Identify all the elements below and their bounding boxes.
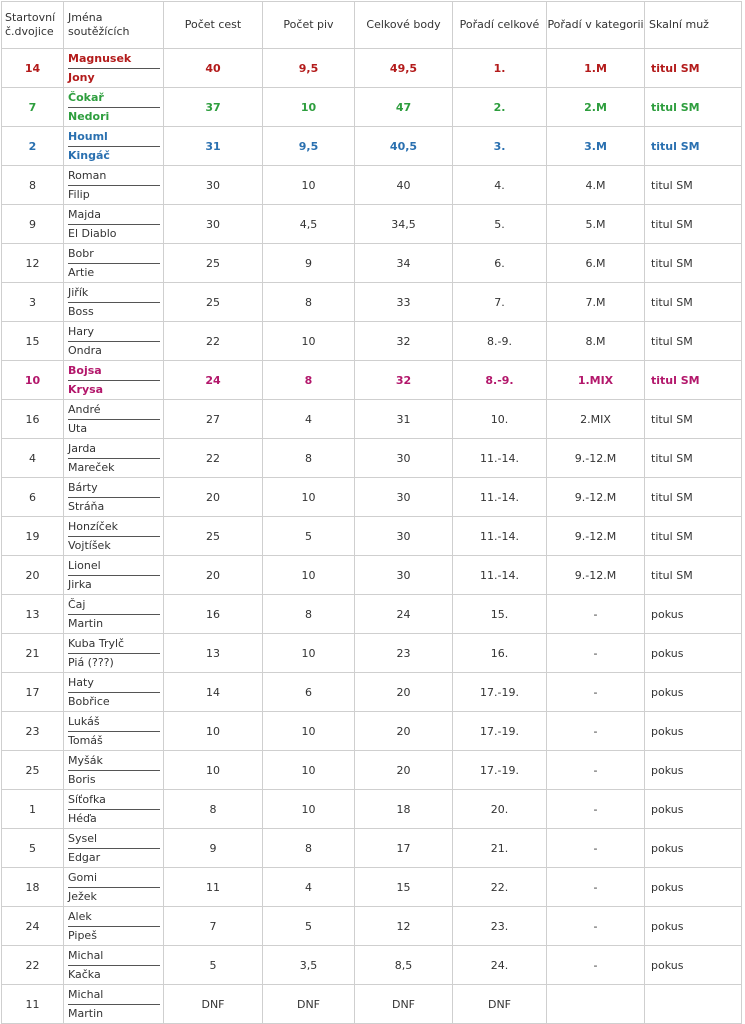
- competitor-name-2: Nedori: [68, 109, 110, 123]
- names-cell: [64, 400, 164, 439]
- category-rank-cell: [547, 985, 645, 1024]
- table-row: [2, 673, 742, 712]
- category-rank-cell: 5.M: [547, 205, 645, 244]
- category-rank-cell: 1.M: [547, 49, 645, 88]
- title-cell: titul SM: [645, 49, 742, 88]
- beers-cell: 4,5: [263, 205, 355, 244]
- table-row: [2, 400, 742, 439]
- names-cell: [64, 517, 164, 556]
- competitor-name-1: Houml: [68, 128, 160, 147]
- competitor-name-1: Sysel: [68, 830, 160, 849]
- title-cell: pokus: [645, 946, 742, 985]
- competitor-name-1: Hary: [68, 323, 160, 342]
- header-beers: Počet piv: [263, 2, 355, 49]
- competitor-name-1: Michal: [68, 947, 160, 966]
- title-cell: titul SM: [645, 439, 742, 478]
- points-cell: 40,5: [355, 127, 453, 166]
- table-row: [2, 166, 742, 205]
- competitor-name-2: Mareček: [68, 460, 115, 474]
- start-number-cell: 16: [2, 400, 64, 439]
- competitor-name-1: Čokař: [68, 89, 160, 108]
- table-row: [2, 829, 742, 868]
- names-cell: [64, 88, 164, 127]
- competitor-name-2: Edgar: [68, 850, 101, 864]
- start-number-cell: 9: [2, 205, 64, 244]
- beers-cell: 8: [263, 595, 355, 634]
- start-number-cell: 19: [2, 517, 64, 556]
- table-row: [2, 322, 742, 361]
- competitor-name-2: Boris: [68, 772, 96, 786]
- category-rank-cell: 3.M: [547, 127, 645, 166]
- points-cell: 20: [355, 751, 453, 790]
- routes-cell: 30: [164, 166, 263, 205]
- competitor-name-2: Héďa: [68, 811, 97, 825]
- names-cell: [64, 49, 164, 88]
- beers-cell: DNF: [263, 985, 355, 1024]
- beers-cell: 5: [263, 517, 355, 556]
- start-number-cell: 11: [2, 985, 64, 1024]
- table-row: [2, 517, 742, 556]
- routes-cell: 25: [164, 517, 263, 556]
- names-cell: [64, 244, 164, 283]
- start-number-cell: 14: [2, 49, 64, 88]
- names-cell: [64, 283, 164, 322]
- points-cell: 32: [355, 361, 453, 400]
- routes-cell: 22: [164, 439, 263, 478]
- routes-cell: 37: [164, 88, 263, 127]
- beers-cell: 10: [263, 751, 355, 790]
- start-number-cell: 18: [2, 868, 64, 907]
- names-cell: [64, 634, 164, 673]
- beers-cell: 10: [263, 322, 355, 361]
- competitor-name-1: Honzíček: [68, 518, 160, 537]
- routes-cell: 14: [164, 673, 263, 712]
- routes-cell: 20: [164, 478, 263, 517]
- competitor-name-2: Krysa: [68, 382, 104, 396]
- beers-cell: 10: [263, 790, 355, 829]
- routes-cell: 40: [164, 49, 263, 88]
- header-title: Skalní muž: [645, 2, 742, 49]
- table-row: [2, 790, 742, 829]
- overall-rank-cell: 2.: [453, 88, 547, 127]
- title-cell: titul SM: [645, 556, 742, 595]
- table-row: [2, 88, 742, 127]
- table-row: [2, 205, 742, 244]
- beers-cell: 9,5: [263, 49, 355, 88]
- start-number-cell: 13: [2, 595, 64, 634]
- names-cell: [64, 673, 164, 712]
- category-rank-cell: -: [547, 907, 645, 946]
- competitor-name-1: Jiřík: [68, 284, 160, 303]
- table-row: [2, 712, 742, 751]
- names-cell: [64, 322, 164, 361]
- header-points: Celkové body: [355, 2, 453, 49]
- overall-rank-cell: 20.: [453, 790, 547, 829]
- beers-cell: 4: [263, 868, 355, 907]
- beers-cell: 9,5: [263, 127, 355, 166]
- start-number-cell: 12: [2, 244, 64, 283]
- routes-cell: 5: [164, 946, 263, 985]
- table-row: [2, 361, 742, 400]
- names-cell: [64, 166, 164, 205]
- category-rank-cell: 2.M: [547, 88, 645, 127]
- points-cell: 49,5: [355, 49, 453, 88]
- competitor-name-2: Boss: [68, 304, 94, 318]
- names-cell: [64, 595, 164, 634]
- beers-cell: 10: [263, 712, 355, 751]
- competitor-name-1: Bojsa: [68, 362, 160, 381]
- points-cell: 24: [355, 595, 453, 634]
- beers-cell: 4: [263, 400, 355, 439]
- overall-rank-cell: 11.-14.: [453, 517, 547, 556]
- title-cell: titul SM: [645, 244, 742, 283]
- table-row: [2, 907, 742, 946]
- competitor-name-2: Piá (???): [68, 655, 114, 669]
- title-cell: titul SM: [645, 400, 742, 439]
- title-cell: pokus: [645, 868, 742, 907]
- points-cell: 47: [355, 88, 453, 127]
- title-cell: pokus: [645, 907, 742, 946]
- points-cell: DNF: [355, 985, 453, 1024]
- category-rank-cell: 8.M: [547, 322, 645, 361]
- category-rank-cell: -: [547, 868, 645, 907]
- competitor-name-1: Síťofka: [68, 791, 160, 810]
- category-rank-cell: 1.MIX: [547, 361, 645, 400]
- competitor-name-1: Magnusek: [68, 50, 160, 69]
- start-number-cell: 5: [2, 829, 64, 868]
- start-number-cell: 17: [2, 673, 64, 712]
- points-cell: 17: [355, 829, 453, 868]
- overall-rank-cell: 16.: [453, 634, 547, 673]
- start-number-cell: 7: [2, 88, 64, 127]
- overall-rank-cell: 10.: [453, 400, 547, 439]
- category-rank-cell: -: [547, 595, 645, 634]
- table-row: [2, 283, 742, 322]
- routes-cell: 9: [164, 829, 263, 868]
- beers-cell: 6: [263, 673, 355, 712]
- beers-cell: 10: [263, 556, 355, 595]
- routes-cell: DNF: [164, 985, 263, 1024]
- beers-cell: 10: [263, 478, 355, 517]
- routes-cell: 16: [164, 595, 263, 634]
- beers-cell: 10: [263, 166, 355, 205]
- category-rank-cell: 7.M: [547, 283, 645, 322]
- category-rank-cell: -: [547, 634, 645, 673]
- competitor-name-1: Haty: [68, 674, 160, 693]
- competitor-name-1: Lukáš: [68, 713, 160, 732]
- names-cell: [64, 556, 164, 595]
- points-cell: 23: [355, 634, 453, 673]
- competitor-name-2: Pipeš: [68, 928, 97, 942]
- competitor-name-2: Kingáč: [68, 148, 110, 162]
- table-row: [2, 985, 742, 1024]
- start-number-cell: 25: [2, 751, 64, 790]
- title-cell: titul SM: [645, 205, 742, 244]
- names-cell: [64, 751, 164, 790]
- table-row: [2, 127, 742, 166]
- points-cell: 8,5: [355, 946, 453, 985]
- points-cell: 20: [355, 712, 453, 751]
- results-body: [2, 49, 742, 1024]
- overall-rank-cell: 15.: [453, 595, 547, 634]
- competitor-name-2: Martin: [68, 616, 104, 630]
- start-number-cell: 21: [2, 634, 64, 673]
- start-number-cell: 22: [2, 946, 64, 985]
- start-number-cell: 1: [2, 790, 64, 829]
- overall-rank-cell: 11.-14.: [453, 478, 547, 517]
- competitor-name-1: Kuba Trylč: [68, 635, 160, 654]
- names-cell: [64, 478, 164, 517]
- title-cell: pokus: [645, 595, 742, 634]
- start-number-cell: 20: [2, 556, 64, 595]
- routes-cell: 27: [164, 400, 263, 439]
- competitor-name-1: Gomi: [68, 869, 160, 888]
- points-cell: 32: [355, 322, 453, 361]
- competitor-name-1: André: [68, 401, 160, 420]
- overall-rank-cell: 7.: [453, 283, 547, 322]
- table-row: [2, 595, 742, 634]
- routes-cell: 7: [164, 907, 263, 946]
- header-row: [2, 2, 742, 49]
- table-row: [2, 439, 742, 478]
- start-number-cell: 3: [2, 283, 64, 322]
- routes-cell: 11: [164, 868, 263, 907]
- names-cell: [64, 907, 164, 946]
- points-cell: 18: [355, 790, 453, 829]
- overall-rank-cell: 24.: [453, 946, 547, 985]
- overall-rank-cell: 6.: [453, 244, 547, 283]
- category-rank-cell: -: [547, 946, 645, 985]
- category-rank-cell: 9.-12.M: [547, 439, 645, 478]
- names-cell: [64, 439, 164, 478]
- competitor-name-2: Tomáš: [68, 733, 103, 747]
- title-cell: titul SM: [645, 322, 742, 361]
- competitor-name-2: Jirka: [68, 577, 92, 591]
- category-rank-cell: 6.M: [547, 244, 645, 283]
- names-cell: [64, 205, 164, 244]
- header-names: Jména soutěžících: [64, 2, 164, 49]
- overall-rank-cell: DNF: [453, 985, 547, 1024]
- title-cell: titul SM: [645, 478, 742, 517]
- beers-cell: 10: [263, 634, 355, 673]
- names-cell: [64, 868, 164, 907]
- category-rank-cell: 9.-12.M: [547, 478, 645, 517]
- category-rank-cell: 9.-12.M: [547, 556, 645, 595]
- beers-cell: 8: [263, 283, 355, 322]
- title-cell: pokus: [645, 751, 742, 790]
- overall-rank-cell: 1.: [453, 49, 547, 88]
- names-cell: [64, 790, 164, 829]
- competitor-name-1: Myšák: [68, 752, 160, 771]
- points-cell: 34,5: [355, 205, 453, 244]
- points-cell: 20: [355, 673, 453, 712]
- routes-cell: 31: [164, 127, 263, 166]
- title-cell: [645, 985, 742, 1024]
- competitor-name-2: El Diablo: [68, 226, 117, 240]
- competitor-name-1: Alek: [68, 908, 160, 927]
- table-row: [2, 49, 742, 88]
- points-cell: 30: [355, 517, 453, 556]
- points-cell: 30: [355, 478, 453, 517]
- names-cell: [64, 985, 164, 1024]
- table-row: [2, 634, 742, 673]
- overall-rank-cell: 21.: [453, 829, 547, 868]
- results-table: [1, 1, 742, 1024]
- names-cell: [64, 127, 164, 166]
- overall-rank-cell: 22.: [453, 868, 547, 907]
- competitor-name-1: Lionel: [68, 557, 160, 576]
- names-cell: [64, 946, 164, 985]
- competitor-name-1: Michal: [68, 986, 160, 1005]
- routes-cell: 25: [164, 244, 263, 283]
- title-cell: titul SM: [645, 166, 742, 205]
- routes-cell: 20: [164, 556, 263, 595]
- table-row: [2, 946, 742, 985]
- competitor-name-2: Martin: [68, 1006, 104, 1020]
- competitor-name-2: Artie: [68, 265, 95, 279]
- table-row: [2, 868, 742, 907]
- names-cell: [64, 361, 164, 400]
- points-cell: 12: [355, 907, 453, 946]
- competitor-name-1: Majda: [68, 206, 160, 225]
- overall-rank-cell: 4.: [453, 166, 547, 205]
- points-cell: 30: [355, 556, 453, 595]
- start-number-cell: 23: [2, 712, 64, 751]
- competitor-name-2: Uta: [68, 421, 88, 435]
- title-cell: titul SM: [645, 283, 742, 322]
- category-rank-cell: -: [547, 712, 645, 751]
- competitor-name-1: Jarda: [68, 440, 160, 459]
- title-cell: titul SM: [645, 361, 742, 400]
- title-cell: titul SM: [645, 127, 742, 166]
- points-cell: 31: [355, 400, 453, 439]
- overall-rank-cell: 8.-9.: [453, 322, 547, 361]
- header-category: Pořadí v kategorii: [547, 2, 645, 49]
- beers-cell: 3,5: [263, 946, 355, 985]
- names-cell: [64, 712, 164, 751]
- names-cell: [64, 829, 164, 868]
- routes-cell: 30: [164, 205, 263, 244]
- beers-cell: 9: [263, 244, 355, 283]
- title-cell: titul SM: [645, 88, 742, 127]
- header-start: Startovní č.dvojice: [2, 2, 64, 49]
- overall-rank-cell: 23.: [453, 907, 547, 946]
- overall-rank-cell: 17.-19.: [453, 712, 547, 751]
- category-rank-cell: -: [547, 829, 645, 868]
- start-number-cell: 8: [2, 166, 64, 205]
- competitor-name-2: Ondra: [68, 343, 102, 357]
- competitor-name-2: Filip: [68, 187, 90, 201]
- table-row: [2, 478, 742, 517]
- overall-rank-cell: 11.-14.: [453, 556, 547, 595]
- beers-cell: 8: [263, 439, 355, 478]
- category-rank-cell: -: [547, 751, 645, 790]
- start-number-cell: 4: [2, 439, 64, 478]
- title-cell: titul SM: [645, 517, 742, 556]
- beers-cell: 10: [263, 88, 355, 127]
- competitor-name-1: Bárty: [68, 479, 160, 498]
- category-rank-cell: 4.M: [547, 166, 645, 205]
- header-routes: Počet cest: [164, 2, 263, 49]
- competitor-name-2: Kačka: [68, 967, 101, 981]
- competitor-name-1: Bobr: [68, 245, 160, 264]
- points-cell: 30: [355, 439, 453, 478]
- start-number-cell: 10: [2, 361, 64, 400]
- overall-rank-cell: 8.-9.: [453, 361, 547, 400]
- beers-cell: 5: [263, 907, 355, 946]
- start-number-cell: 2: [2, 127, 64, 166]
- start-number-cell: 6: [2, 478, 64, 517]
- competitor-name-2: Vojtíšek: [68, 538, 111, 552]
- routes-cell: 24: [164, 361, 263, 400]
- category-rank-cell: 2.MIX: [547, 400, 645, 439]
- beers-cell: 8: [263, 361, 355, 400]
- beers-cell: 8: [263, 829, 355, 868]
- competitor-name-2: Ježek: [68, 889, 97, 903]
- title-cell: pokus: [645, 712, 742, 751]
- competitor-name-1: Čaj: [68, 596, 160, 615]
- overall-rank-cell: 11.-14.: [453, 439, 547, 478]
- points-cell: 15: [355, 868, 453, 907]
- overall-rank-cell: 5.: [453, 205, 547, 244]
- competitor-name-2: Bobřice: [68, 694, 110, 708]
- header-overall: Pořadí celkové: [453, 2, 547, 49]
- title-cell: pokus: [645, 790, 742, 829]
- category-rank-cell: -: [547, 673, 645, 712]
- competitor-name-1: Roman: [68, 167, 160, 186]
- title-cell: pokus: [645, 634, 742, 673]
- category-rank-cell: 9.-12.M: [547, 517, 645, 556]
- routes-cell: 13: [164, 634, 263, 673]
- title-cell: pokus: [645, 673, 742, 712]
- routes-cell: 25: [164, 283, 263, 322]
- routes-cell: 8: [164, 790, 263, 829]
- category-rank-cell: -: [547, 790, 645, 829]
- points-cell: 40: [355, 166, 453, 205]
- start-number-cell: 15: [2, 322, 64, 361]
- competitor-name-2: Jony: [68, 70, 95, 84]
- routes-cell: 22: [164, 322, 263, 361]
- table-row: [2, 751, 742, 790]
- overall-rank-cell: 17.-19.: [453, 673, 547, 712]
- start-number-cell: 24: [2, 907, 64, 946]
- routes-cell: 10: [164, 751, 263, 790]
- competitor-name-2: Stráňa: [68, 499, 105, 513]
- routes-cell: 10: [164, 712, 263, 751]
- points-cell: 34: [355, 244, 453, 283]
- table-row: [2, 244, 742, 283]
- points-cell: 33: [355, 283, 453, 322]
- table-row: [2, 556, 742, 595]
- overall-rank-cell: 17.-19.: [453, 751, 547, 790]
- overall-rank-cell: 3.: [453, 127, 547, 166]
- title-cell: pokus: [645, 829, 742, 868]
